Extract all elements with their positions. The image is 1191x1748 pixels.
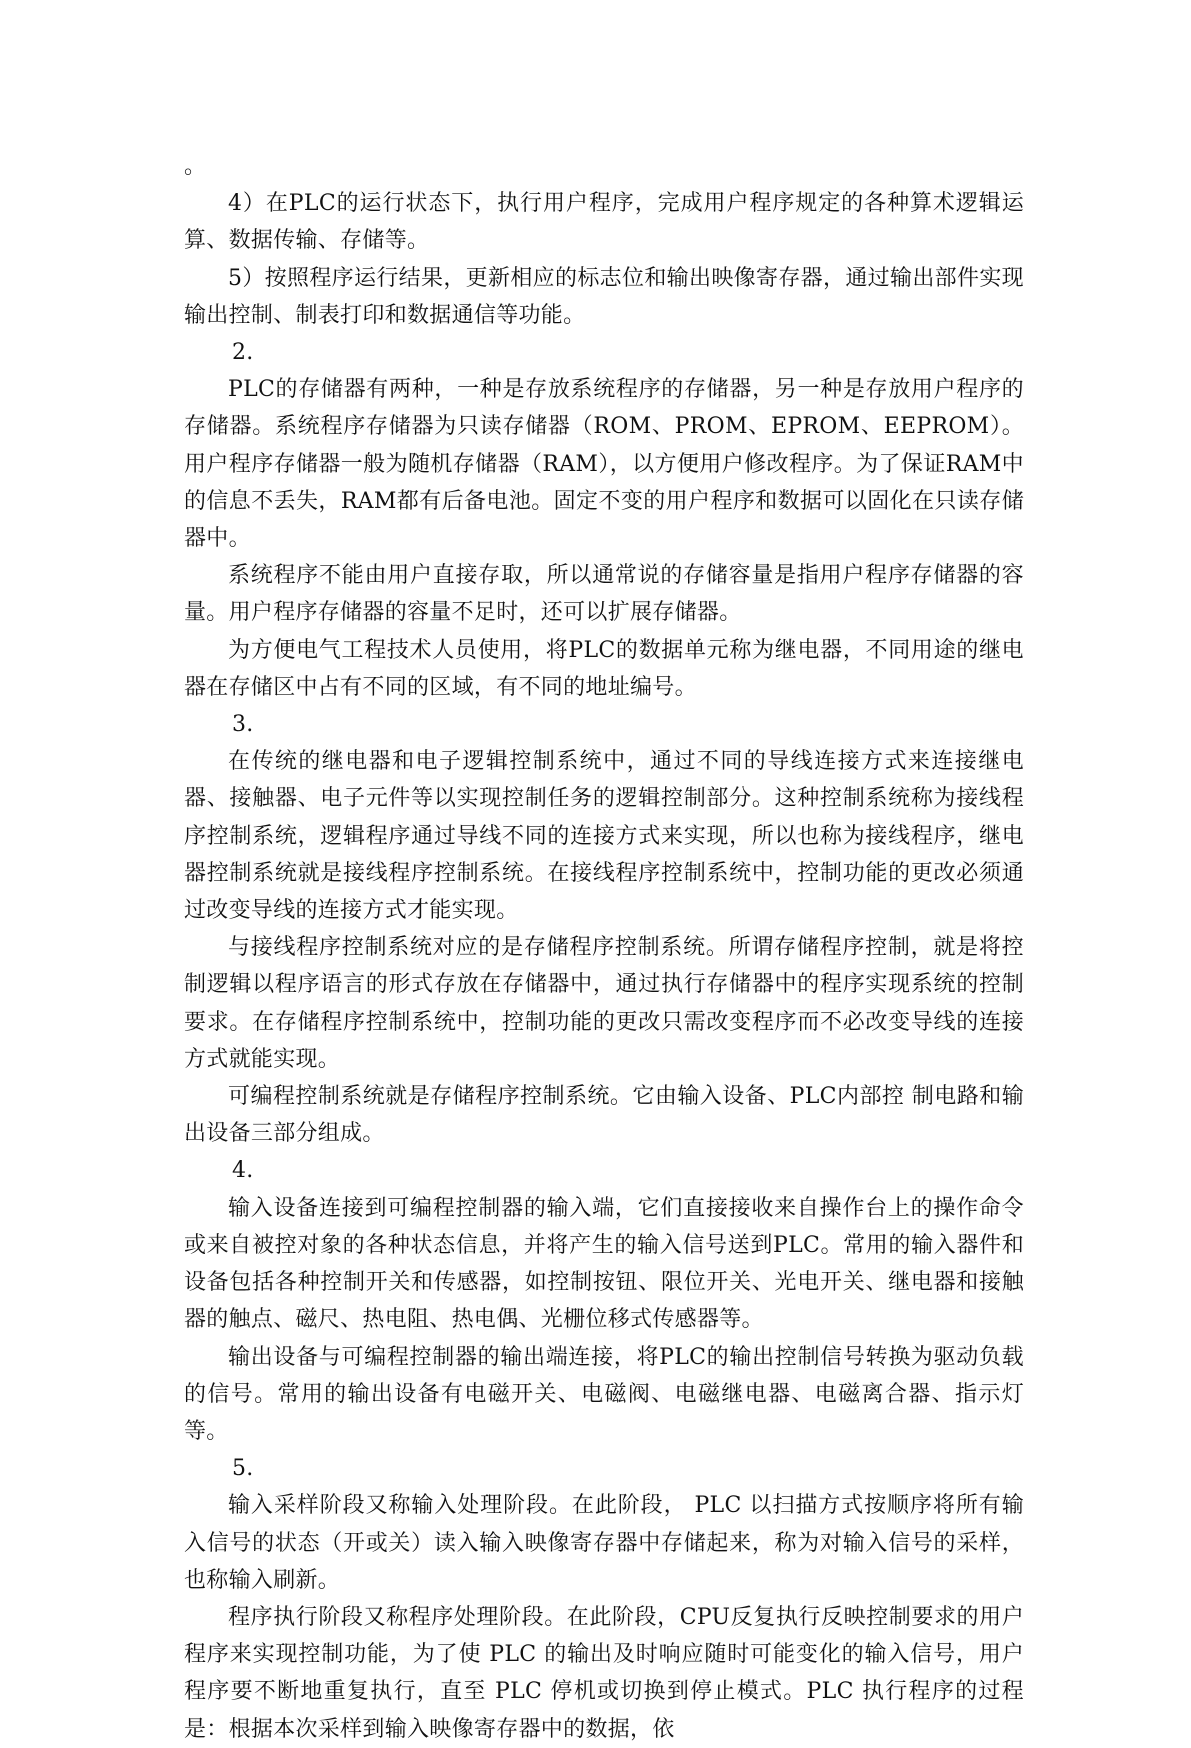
- section-number-5: 5.: [232, 1456, 254, 1482]
- paragraph-update-output: 5）按照程序运行结果，更新相应的标志位和输出映像寄存器，通过输出部件实现输出控制、制表打印和数据通信等功能。: [184, 265, 1024, 328]
- paragraph-input-devices: 输入设备连接到可编程控制器的输入端，它们直接接收来自操作台上的操作命令或来自被控对象的各种状态信息，并将产生的输入信号送到PLC。常用的输入器件和设备包括各种控制开关和传感器，如控制按钮、限位开关、光电开关、继电器和接触器的触点、磁尺、热电阻、热电偶、光栅位移式传感器等。: [184, 1195, 1024, 1333]
- paragraph-relay-units: 为方便电气工程技术人员使用，将PLC的数据单元称为继电器，不同用途的继电器在存储区中占有不同的区域，有不同的地址编号。: [184, 637, 1024, 700]
- paragraph-stored-program: 与接线程序控制系统对应的是存储程序控制系统。所谓存储程序控制，就是将控制逻辑以程序语言的形式存放在存储器中，通过执行存储器中的程序实现系统的控制要求。在存储程序控制系统中，控制功能的更改只需改变程序而不必改变导线的连接方式就能实现。: [184, 935, 1024, 1072]
- paragraph-plc-run-state: 4）在PLC的运行状态下，执行用户程序，完成用户程序规定的各种算术逻辑运算、数据传输、存储等。: [184, 191, 1024, 254]
- paragraph-input-sampling: 输入采样阶段又称输入处理阶段。在此阶段， PLC 以扫描方式按顺序将所有输入信号的状态（开或关）读入输入映像寄存器中存储起来，称为对输入信号的采样，也称输入刷新。: [184, 1493, 1024, 1593]
- section-number-4: 4.: [232, 1158, 254, 1184]
- paragraph-storage-capacity: 系统程序不能由用户直接存取，所以通常说的存储容量是指用户程序存储器的容量。用户程序存储器的容量不足时，还可以扩展存储器。: [184, 563, 1024, 626]
- paragraph-fragment: 。: [184, 154, 207, 179]
- section-number-2: 2.: [232, 340, 254, 366]
- section-number-3: 3.: [232, 712, 254, 738]
- document-body: [184, 148, 1024, 1748]
- paragraph-output-devices: 输出设备与可编程控制器的输出端连接，将PLC的输出控制信号转换为驱动负载的信号。常用的输出设备有电磁开关、电磁阀、电磁继电器、电磁离合器、指示灯等。: [184, 1344, 1024, 1444]
- paragraph-plc-memory: PLC的存储器有两种，一种是存放系统程序的存储器，另一种是存放用户程序的存储器。系统程序存储器为只读存储器（ROM、PROM、EPROM、EEPROM）。用户程序存储器一般为随机存储器（RAM），以方便用户修改程序。为了保证RAM中的信息不丢失，RAM都有后备电池。固定不变的用户程序和数据可以固化在只读存储器中。: [184, 377, 1024, 552]
- paragraph-program-execution: 程序执行阶段又称程序处理阶段。在此阶段，CPU反复执行反映控制要求的用户程序来实现控制功能，为了使 PLC 的输出及时响应随时可能变化的输入信号，用户程序要不断地重复执行，直至 PLC 停机或切换到停止模式。PLC 执行程序的过程是：根据本次采样到输入映像寄存器中的数据，依: [184, 1604, 1024, 1742]
- paragraph-wired-program: 在传统的继电器和电子逻辑控制系统中，通过不同的导线连接方式来连接继电器、接触器、电子元件等以实现控制任务的逻辑控制部分。这种控制系统称为接线程序控制系统，逻辑程序通过导线不同的连接方式来实现，所以也称为接线程序，继电器控制系统就是接线程序控制系统。在接线程序控制系统中，控制功能的更改必须通过改变导线的连接方式才能实现。: [184, 749, 1024, 924]
- paragraph-programmable-system: 可编程控制系统就是存储程序控制系统。它由输入设备、PLC内部控 制电路和输出设备三部分组成。: [184, 1084, 1024, 1147]
